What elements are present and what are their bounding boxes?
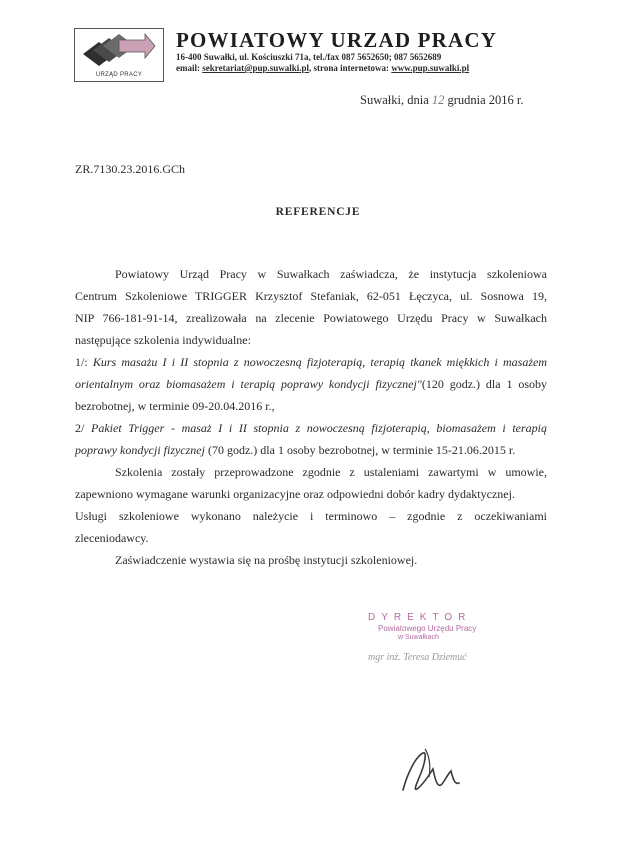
stamp-org: Powiatowego Urzędu Pracy xyxy=(378,624,477,633)
body-line: Zaświadczenie wystawia się na prośbę instytucji szkoleniowej. xyxy=(115,553,418,567)
body-line: Powiatowy Urząd Pracy w Suwałkach zaświadcza, że instytucja szkoleniowa xyxy=(115,267,547,281)
body-line: zapewniono wymagane warunki organizacyjne oraz odpowiedni dobór kadry dydaktycznej. xyxy=(75,487,515,501)
date-suffix: grudnia 2016 r. xyxy=(447,93,524,107)
stamp-name: mgr inż. Teresa Dziemuć xyxy=(368,652,467,663)
body-line: zleceniodawcy. xyxy=(75,531,149,545)
org-address: 16-400 Suwałki, ul. Kościuszki 71a, tel./fax 087 5652650; 087 5652689 xyxy=(176,52,442,62)
body-line: Usługi szkoleniowe wykonano należycie i terminowo – zgodnie z oczekiwaniami xyxy=(75,509,547,523)
body-line: Centrum Szkoleniowe TRIGGER Krzysztof Stefaniak, 62-051 Łęczyca, ul. Sosnowa 19, xyxy=(75,289,547,303)
body-line: następujące szkolenia indywidualne: xyxy=(75,333,251,347)
item-title: Pakiet Trigger - masaż I i II stopnia z nowoczesną fizjoterapią, biomasażem i terapią xyxy=(91,421,548,435)
logo-arrows-icon xyxy=(79,32,157,68)
signature xyxy=(395,745,465,800)
email-label: email: xyxy=(176,63,200,73)
item-details: (120 godz.) dla 1 osoby xyxy=(421,377,547,391)
item-title: Kurs masażu I i II stopnia z nowoczesną fizjoterapią, terapią tkanek miękkich i masażem xyxy=(92,355,547,369)
date-prefix: Suwałki, dnia xyxy=(360,93,429,107)
reference-number: ZR.7130.23.2016.GCh xyxy=(75,162,186,176)
email-link[interactable]: sekretariat@pup.suwalki.pl xyxy=(202,63,309,73)
letter-date xyxy=(360,93,524,108)
stamp-title: DYREKTOR xyxy=(368,612,472,623)
body-line: Szkolenia zostały przeprowadzone zgodnie z ustaleniami zawartymi w umowie, xyxy=(115,465,547,479)
body-line: bezrobotnej, w terminie 09-20.04.2016 r., xyxy=(75,399,275,413)
body-line xyxy=(75,377,547,391)
logo-caption: URZĄD PRACY xyxy=(95,72,143,78)
document-title: REFERENCJE xyxy=(275,206,361,218)
org-name: POWIATOWY URZAD PRACY xyxy=(176,28,498,52)
training-item-2 xyxy=(75,421,547,435)
org-contact xyxy=(176,63,469,73)
web-label: , strona internetowa: xyxy=(308,63,390,73)
website-link[interactable]: www.pup.suwalki.pl xyxy=(391,63,470,73)
body-line: NIP 766-181-91-14, zrealizowała na zlecenie Powiatowego Urzędu Pracy w Suwałkach xyxy=(75,311,547,325)
body-line xyxy=(75,443,547,457)
item-title: poprawy kondycji fizycznej xyxy=(75,443,205,457)
item-number: 2/ xyxy=(75,421,85,435)
item-details: (70 godz.) dla 1 osoby bezrobotnej, w terminie 15-21.06.2015 r. xyxy=(207,443,516,457)
item-title: orientalnym oraz biomasażem i terapią poprawy kondycji fizycznej" xyxy=(75,377,422,391)
training-item-1 xyxy=(75,355,547,369)
stamp-city: w Suwałkach xyxy=(398,634,439,641)
item-number: 1/: xyxy=(75,355,88,369)
date-day: 12 xyxy=(431,93,445,107)
logo xyxy=(74,28,164,82)
